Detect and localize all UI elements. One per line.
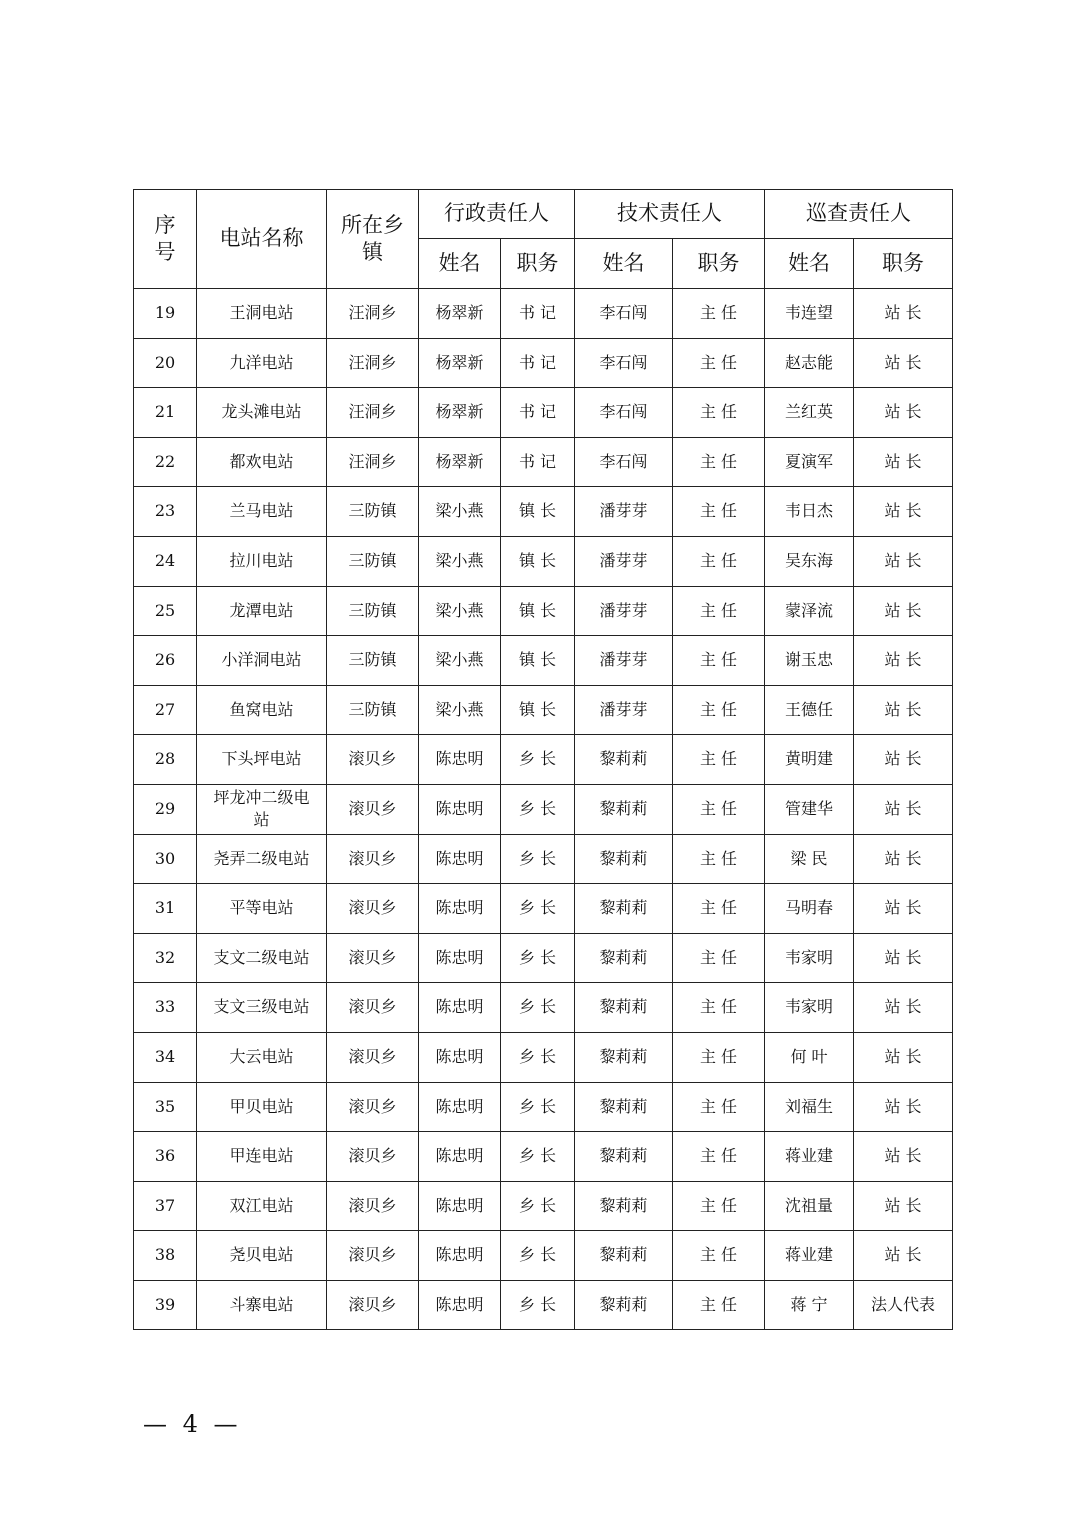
cell-town: 汪洞乡	[327, 289, 419, 339]
cell-patrol-duty: 站 长	[854, 784, 953, 834]
cell-no: 27	[134, 685, 197, 735]
cell-admin-name: 陈忠明	[419, 1132, 501, 1182]
cell-admin-name: 梁小燕	[419, 536, 501, 586]
cell-station: 龙头滩电站	[197, 388, 327, 438]
cell-tech-duty: 主 任	[673, 586, 765, 636]
cell-patrol-name: 吴东海	[765, 536, 854, 586]
cell-patrol-duty: 站 长	[854, 1181, 953, 1231]
cell-patrol-duty: 站 长	[854, 586, 953, 636]
cell-town: 滚贝乡	[327, 933, 419, 983]
header-tech-duty: 职务	[673, 239, 765, 289]
cell-no: 34	[134, 1032, 197, 1082]
cell-patrol-name: 黄明建	[765, 735, 854, 785]
cell-tech-name: 李石闯	[575, 338, 673, 388]
cell-town: 滚贝乡	[327, 735, 419, 785]
cell-patrol-name: 蒙泽流	[765, 586, 854, 636]
cell-town: 滚贝乡	[327, 1032, 419, 1082]
cell-admin-name: 陈忠明	[419, 884, 501, 934]
cell-admin-name: 陈忠明	[419, 933, 501, 983]
header-admin-duty: 职务	[501, 239, 575, 289]
cell-town: 滚贝乡	[327, 1132, 419, 1182]
cell-patrol-duty: 站 长	[854, 289, 953, 339]
cell-tech-duty: 主 任	[673, 784, 765, 834]
cell-patrol-name: 蒋业建	[765, 1132, 854, 1182]
cell-patrol-name: 韦家明	[765, 933, 854, 983]
cell-admin-duty: 书 记	[501, 437, 575, 487]
header-tech-group: 技术责任人	[575, 190, 765, 239]
cell-admin-duty: 镇 长	[501, 536, 575, 586]
cell-town: 三防镇	[327, 536, 419, 586]
table-row	[134, 884, 953, 934]
cell-town: 三防镇	[327, 586, 419, 636]
cell-tech-name: 潘芽芽	[575, 487, 673, 537]
cell-station: 甲贝电站	[197, 1082, 327, 1132]
cell-patrol-duty: 站 长	[854, 636, 953, 686]
cell-patrol-name: 管建华	[765, 784, 854, 834]
cell-station: 下头坪电站	[197, 735, 327, 785]
cell-admin-duty: 书 记	[501, 388, 575, 438]
cell-station: 拉川电站	[197, 536, 327, 586]
cell-tech-duty: 主 任	[673, 1032, 765, 1082]
cell-town: 三防镇	[327, 487, 419, 537]
cell-tech-name: 潘芽芽	[575, 536, 673, 586]
cell-town: 滚贝乡	[327, 1181, 419, 1231]
cell-no: 31	[134, 884, 197, 934]
cell-station: 支文二级电站	[197, 933, 327, 983]
cell-no: 19	[134, 289, 197, 339]
cell-tech-duty: 主 任	[673, 735, 765, 785]
cell-tech-duty: 主 任	[673, 1082, 765, 1132]
table-row	[134, 933, 953, 983]
cell-station: 坪龙冲二级电站	[197, 784, 327, 834]
cell-station: 平等电站	[197, 884, 327, 934]
cell-admin-duty: 乡 长	[501, 1032, 575, 1082]
cell-town: 三防镇	[327, 636, 419, 686]
header-patrol-group: 巡查责任人	[765, 190, 953, 239]
cell-patrol-duty: 站 长	[854, 1132, 953, 1182]
cell-town: 滚贝乡	[327, 1231, 419, 1281]
cell-patrol-name: 蒋业建	[765, 1231, 854, 1281]
cell-tech-duty: 主 任	[673, 884, 765, 934]
cell-patrol-name: 王德任	[765, 685, 854, 735]
cell-tech-name: 李石闯	[575, 437, 673, 487]
header-town: 所在乡镇	[327, 190, 419, 289]
cell-tech-duty: 主 任	[673, 388, 765, 438]
cell-no: 22	[134, 437, 197, 487]
cell-station: 龙潭电站	[197, 586, 327, 636]
header-patrol-name: 姓名	[765, 239, 854, 289]
table-row	[134, 586, 953, 636]
cell-patrol-duty: 站 长	[854, 1082, 953, 1132]
table-row	[134, 289, 953, 339]
cell-no: 33	[134, 983, 197, 1033]
cell-tech-duty: 主 任	[673, 1280, 765, 1330]
cell-patrol-duty: 站 长	[854, 735, 953, 785]
cell-town: 滚贝乡	[327, 1082, 419, 1132]
cell-patrol-name: 刘福生	[765, 1082, 854, 1132]
cell-town: 汪洞乡	[327, 437, 419, 487]
cell-patrol-duty: 站 长	[854, 834, 953, 884]
cell-station: 甲连电站	[197, 1132, 327, 1182]
cell-no: 24	[134, 536, 197, 586]
cell-tech-name: 黎莉莉	[575, 784, 673, 834]
table-body	[134, 289, 953, 1330]
cell-no: 36	[134, 1132, 197, 1182]
cell-station: 大云电站	[197, 1032, 327, 1082]
cell-patrol-name: 蒋 宁	[765, 1280, 854, 1330]
cell-town: 滚贝乡	[327, 784, 419, 834]
cell-admin-name: 陈忠明	[419, 1231, 501, 1281]
cell-admin-name: 杨翠新	[419, 388, 501, 438]
cell-patrol-duty: 站 长	[854, 933, 953, 983]
cell-town: 滚贝乡	[327, 834, 419, 884]
cell-patrol-duty: 站 长	[854, 338, 953, 388]
table-row	[134, 437, 953, 487]
cell-patrol-duty: 站 长	[854, 983, 953, 1033]
cell-station: 尧弄二级电站	[197, 834, 327, 884]
cell-patrol-name: 马明春	[765, 884, 854, 934]
cell-admin-duty: 镇 长	[501, 586, 575, 636]
cell-patrol-duty: 站 长	[854, 536, 953, 586]
cell-admin-name: 梁小燕	[419, 685, 501, 735]
cell-admin-name: 陈忠明	[419, 1181, 501, 1231]
cell-no: 39	[134, 1280, 197, 1330]
cell-tech-name: 黎莉莉	[575, 933, 673, 983]
cell-admin-duty: 乡 长	[501, 784, 575, 834]
cell-station: 都欢电站	[197, 437, 327, 487]
cell-admin-duty: 镇 长	[501, 636, 575, 686]
header-station: 电站名称	[197, 190, 327, 289]
cell-admin-name: 梁小燕	[419, 636, 501, 686]
cell-patrol-duty: 站 长	[854, 487, 953, 537]
cell-no: 30	[134, 834, 197, 884]
table-row	[134, 1082, 953, 1132]
cell-tech-duty: 主 任	[673, 289, 765, 339]
table-row	[134, 735, 953, 785]
cell-admin-duty: 乡 长	[501, 1280, 575, 1330]
cell-tech-name: 黎莉莉	[575, 834, 673, 884]
cell-patrol-name: 赵志能	[765, 338, 854, 388]
cell-admin-name: 陈忠明	[419, 784, 501, 834]
header-patrol-duty: 职务	[854, 239, 953, 289]
cell-admin-duty: 乡 长	[501, 1231, 575, 1281]
cell-tech-name: 黎莉莉	[575, 1231, 673, 1281]
cell-station: 尧贝电站	[197, 1231, 327, 1281]
cell-patrol-duty: 站 长	[854, 884, 953, 934]
cell-admin-name: 梁小燕	[419, 586, 501, 636]
cell-no: 25	[134, 586, 197, 636]
cell-patrol-name: 何 叶	[765, 1032, 854, 1082]
cell-tech-name: 潘芽芽	[575, 685, 673, 735]
cell-admin-duty: 乡 长	[501, 735, 575, 785]
cell-patrol-name: 夏演军	[765, 437, 854, 487]
cell-tech-name: 李石闯	[575, 388, 673, 438]
cell-admin-duty: 乡 长	[501, 983, 575, 1033]
cell-admin-duty: 乡 长	[501, 884, 575, 934]
cell-no: 32	[134, 933, 197, 983]
cell-admin-name: 杨翠新	[419, 338, 501, 388]
table-row	[134, 1181, 953, 1231]
cell-no: 26	[134, 636, 197, 686]
cell-patrol-name: 韦日杰	[765, 487, 854, 537]
cell-town: 滚贝乡	[327, 884, 419, 934]
cell-no: 28	[134, 735, 197, 785]
cell-no: 35	[134, 1082, 197, 1132]
cell-station: 王洞电站	[197, 289, 327, 339]
table-row	[134, 1280, 953, 1330]
table-row	[134, 685, 953, 735]
table-row	[134, 636, 953, 686]
cell-tech-name: 黎莉莉	[575, 735, 673, 785]
table-row	[134, 487, 953, 537]
cell-no: 38	[134, 1231, 197, 1281]
cell-patrol-duty: 站 长	[854, 685, 953, 735]
cell-admin-duty: 乡 长	[501, 1082, 575, 1132]
cell-tech-duty: 主 任	[673, 487, 765, 537]
cell-tech-duty: 主 任	[673, 685, 765, 735]
cell-tech-duty: 主 任	[673, 536, 765, 586]
header-admin-name: 姓名	[419, 239, 501, 289]
cell-tech-name: 黎莉莉	[575, 1132, 673, 1182]
cell-admin-duty: 镇 长	[501, 685, 575, 735]
table-row	[134, 784, 953, 834]
cell-admin-name: 杨翠新	[419, 437, 501, 487]
cell-no: 20	[134, 338, 197, 388]
cell-patrol-name: 韦家明	[765, 983, 854, 1033]
table-row	[134, 388, 953, 438]
cell-tech-name: 黎莉莉	[575, 1280, 673, 1330]
cell-station: 鱼窝电站	[197, 685, 327, 735]
cell-admin-duty: 乡 长	[501, 1181, 575, 1231]
cell-tech-name: 潘芽芽	[575, 636, 673, 686]
cell-no: 23	[134, 487, 197, 537]
cell-patrol-name: 韦连望	[765, 289, 854, 339]
cell-tech-name: 潘芽芽	[575, 586, 673, 636]
cell-admin-duty: 乡 长	[501, 1132, 575, 1182]
cell-admin-name: 陈忠明	[419, 735, 501, 785]
station-responsibility-table	[133, 189, 953, 1330]
header-seq: 序号	[134, 190, 197, 289]
table-row	[134, 338, 953, 388]
cell-station: 双江电站	[197, 1181, 327, 1231]
cell-station: 九洋电站	[197, 338, 327, 388]
table-row	[134, 1132, 953, 1182]
table-row	[134, 834, 953, 884]
cell-tech-name: 黎莉莉	[575, 884, 673, 934]
cell-station: 支文三级电站	[197, 983, 327, 1033]
cell-admin-name: 陈忠明	[419, 983, 501, 1033]
cell-station: 斗寨电站	[197, 1280, 327, 1330]
header-admin-group: 行政责任人	[419, 190, 575, 239]
page-number: — 4 —	[143, 1410, 242, 1438]
table-row	[134, 1231, 953, 1281]
table-row	[134, 536, 953, 586]
cell-tech-duty: 主 任	[673, 1132, 765, 1182]
cell-no: 37	[134, 1181, 197, 1231]
cell-patrol-duty: 法人代表	[854, 1280, 953, 1330]
cell-station: 小洋洞电站	[197, 636, 327, 686]
cell-tech-duty: 主 任	[673, 834, 765, 884]
cell-town: 三防镇	[327, 685, 419, 735]
cell-tech-name: 黎莉莉	[575, 1181, 673, 1231]
cell-admin-name: 陈忠明	[419, 834, 501, 884]
cell-town: 汪洞乡	[327, 338, 419, 388]
cell-tech-name: 黎莉莉	[575, 983, 673, 1033]
cell-patrol-name: 梁 民	[765, 834, 854, 884]
cell-patrol-duty: 站 长	[854, 437, 953, 487]
cell-tech-duty: 主 任	[673, 933, 765, 983]
header-tech-name: 姓名	[575, 239, 673, 289]
cell-patrol-duty: 站 长	[854, 1231, 953, 1281]
cell-admin-name: 陈忠明	[419, 1280, 501, 1330]
cell-patrol-duty: 站 长	[854, 1032, 953, 1082]
cell-tech-duty: 主 任	[673, 437, 765, 487]
cell-tech-duty: 主 任	[673, 636, 765, 686]
table-row	[134, 1032, 953, 1082]
cell-admin-duty: 乡 长	[501, 834, 575, 884]
table-row	[134, 983, 953, 1033]
cell-patrol-name: 谢玉忠	[765, 636, 854, 686]
header-row-1	[134, 190, 953, 239]
cell-town: 滚贝乡	[327, 983, 419, 1033]
cell-admin-duty: 书 记	[501, 289, 575, 339]
cell-no: 21	[134, 388, 197, 438]
cell-admin-duty: 镇 长	[501, 487, 575, 537]
cell-tech-duty: 主 任	[673, 1181, 765, 1231]
cell-admin-name: 陈忠明	[419, 1032, 501, 1082]
cell-tech-name: 李石闯	[575, 289, 673, 339]
cell-no: 29	[134, 784, 197, 834]
cell-patrol-name: 兰红英	[765, 388, 854, 438]
cell-tech-name: 黎莉莉	[575, 1082, 673, 1132]
cell-admin-duty: 书 记	[501, 338, 575, 388]
cell-tech-duty: 主 任	[673, 1231, 765, 1281]
cell-admin-name: 杨翠新	[419, 289, 501, 339]
cell-patrol-duty: 站 长	[854, 388, 953, 438]
cell-admin-name: 陈忠明	[419, 1082, 501, 1132]
cell-town: 汪洞乡	[327, 388, 419, 438]
cell-tech-duty: 主 任	[673, 338, 765, 388]
cell-admin-duty: 乡 长	[501, 933, 575, 983]
cell-tech-duty: 主 任	[673, 983, 765, 1033]
cell-patrol-name: 沈祖量	[765, 1181, 854, 1231]
cell-station: 兰马电站	[197, 487, 327, 537]
cell-admin-name: 梁小燕	[419, 487, 501, 537]
cell-town: 滚贝乡	[327, 1280, 419, 1330]
cell-tech-name: 黎莉莉	[575, 1032, 673, 1082]
